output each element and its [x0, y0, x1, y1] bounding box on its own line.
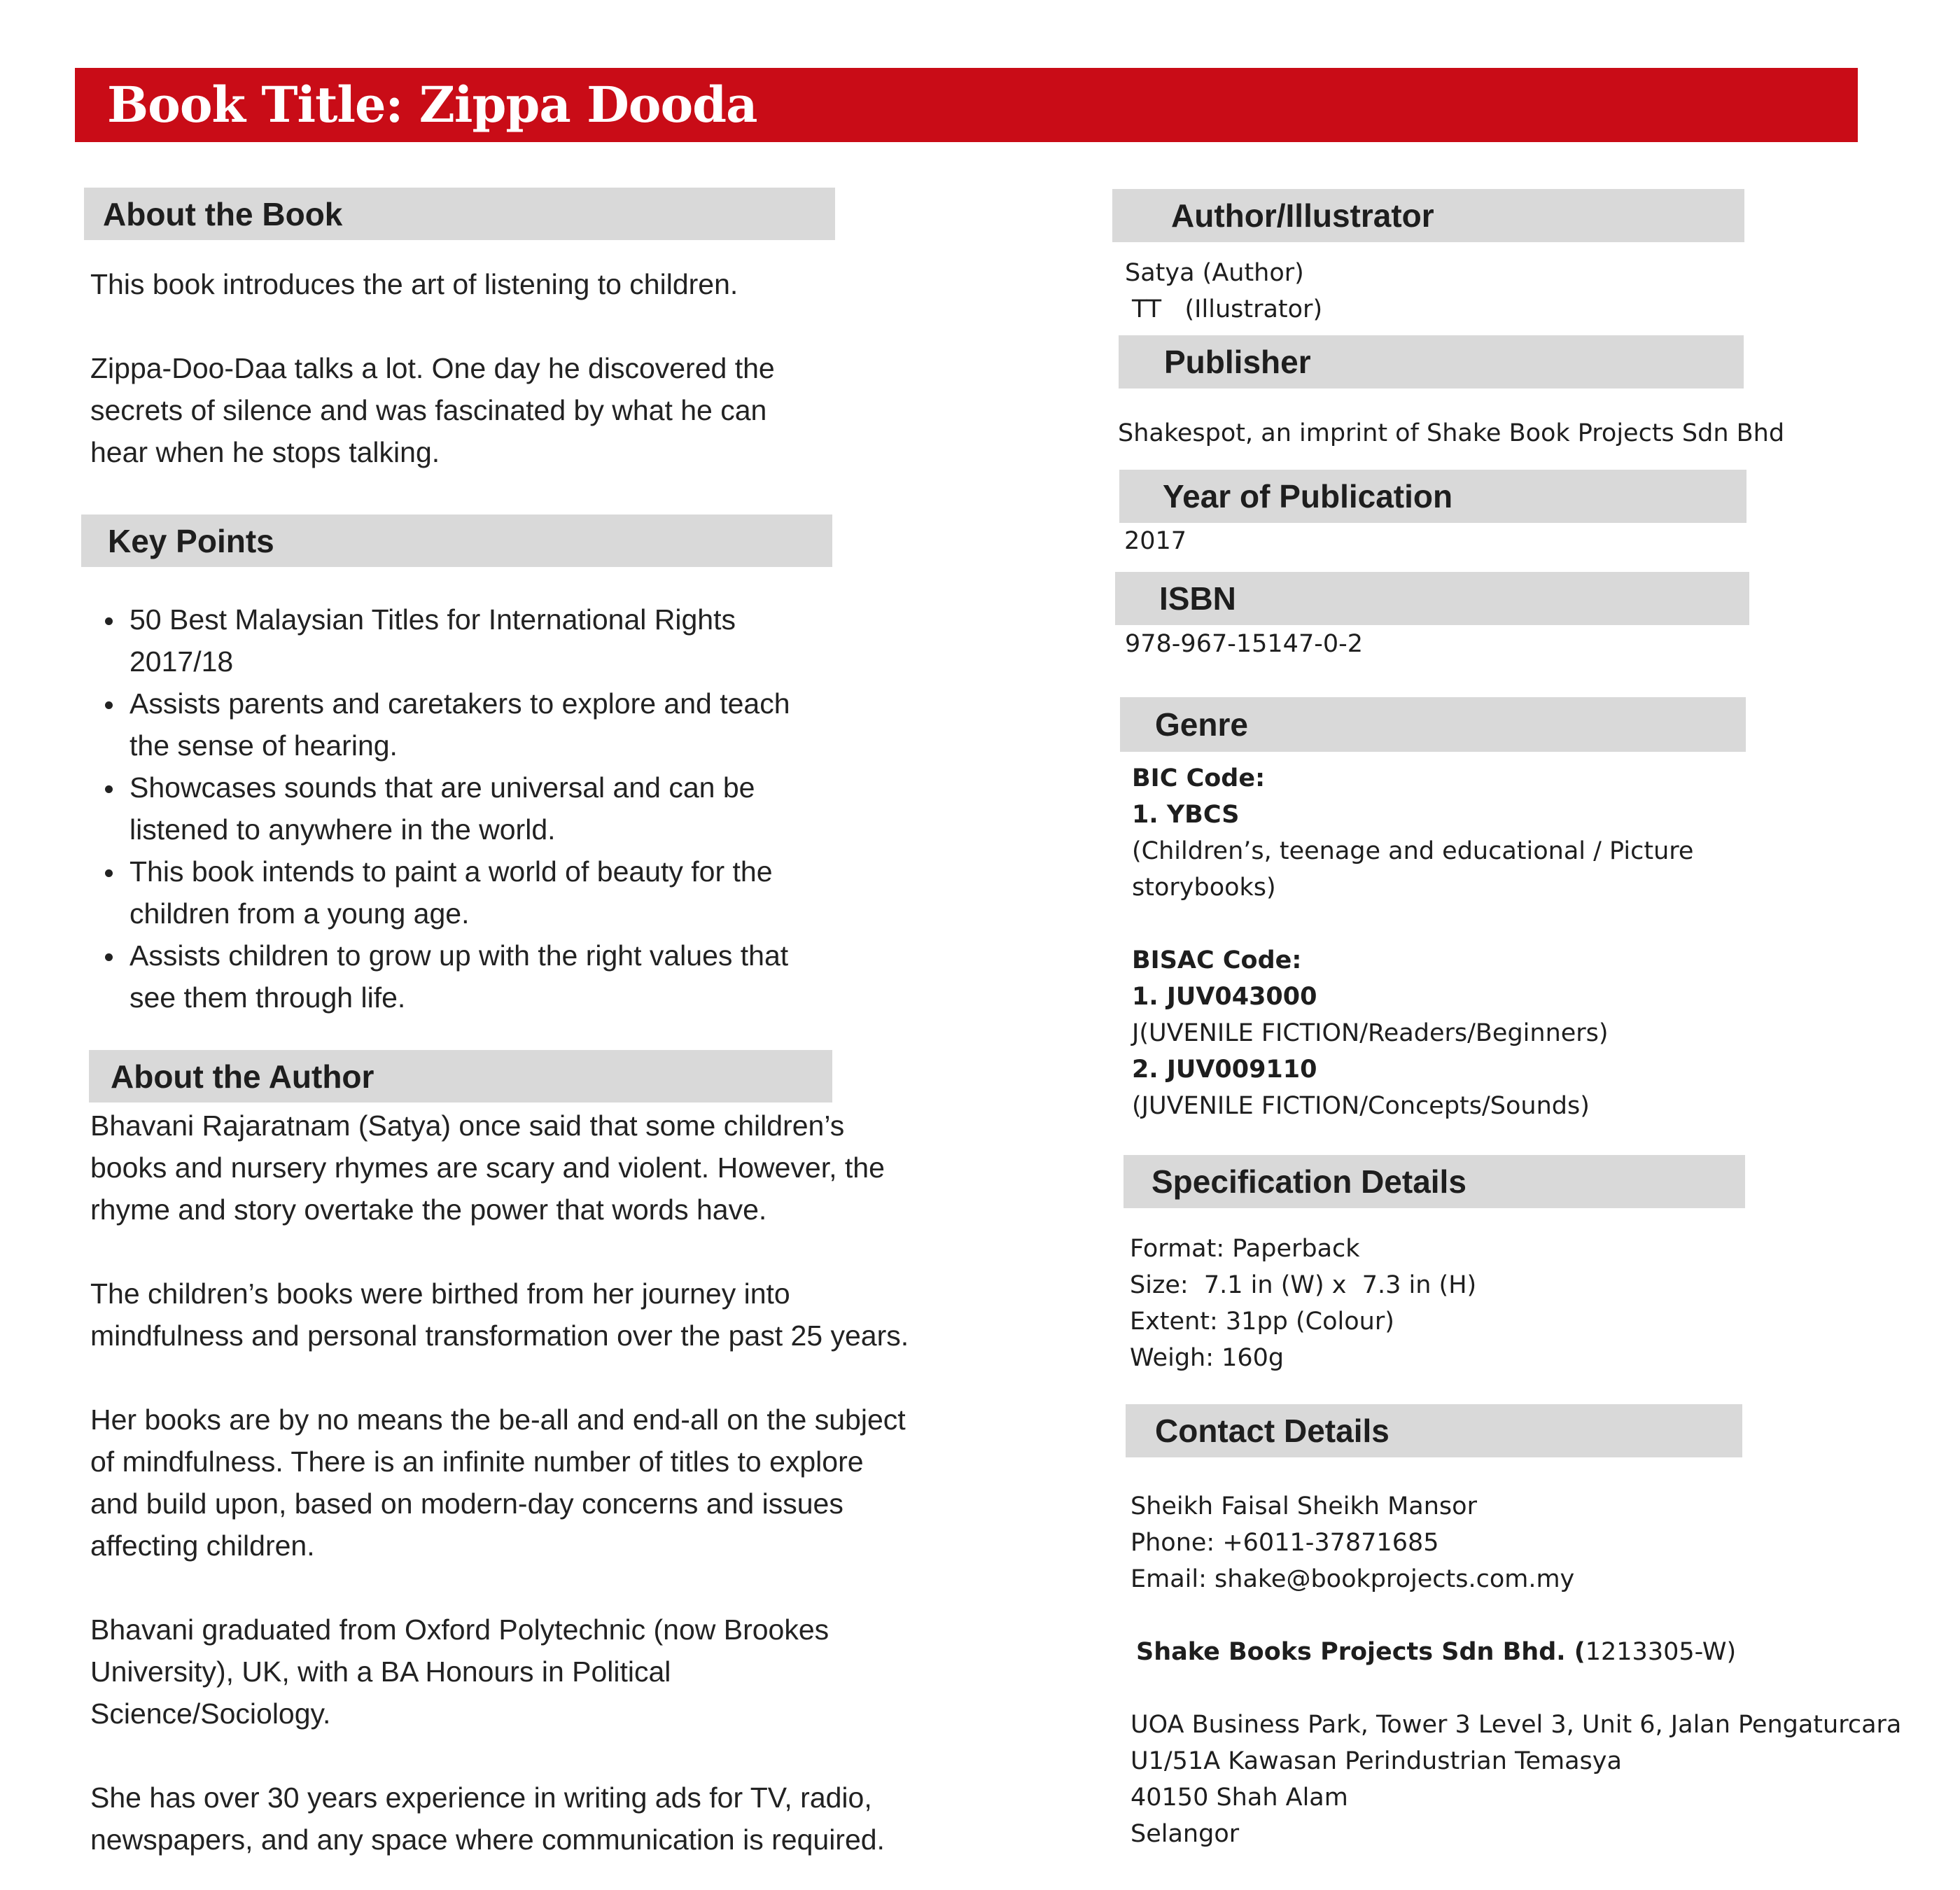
contact-info [1130, 1488, 1901, 1852]
title-banner [75, 68, 1858, 142]
genre-heading: Genre [1155, 706, 1248, 743]
address-line: U1/51A Kawasan Perindustrian Temasya [1130, 1747, 1622, 1775]
publisher-name: Shakespot, an imprint of Shake Book Projects Sdn Bhd [1118, 419, 1785, 447]
illustrator-name: TT (Illustrator) [1132, 295, 1323, 323]
about-author-heading: About the Author [111, 1058, 374, 1095]
author-bio-line: books and nursery rhymes are scary and violent. However, the [90, 1152, 885, 1184]
author-bio-line: affecting children. [90, 1530, 315, 1562]
genre-info [1132, 760, 1693, 1124]
author-illustrator-heading-bar [1112, 189, 1744, 242]
isbn-value: 978-967-15147-0-2 [1125, 630, 1364, 658]
bisac-description: J(UVENILE FICTION/Readers/Beginners) [1132, 1019, 1609, 1047]
author-bio-line: newspapers, and any space where communication is required. [90, 1823, 885, 1856]
about-book-text [90, 263, 979, 473]
spec-extent: Extent: 31pp (Colour) [1130, 1308, 1394, 1336]
list-item: 50 Best Malaysian Titles for International Rights 2017/18 [99, 598, 869, 682]
spec-format: Format: Paperback [1130, 1235, 1360, 1263]
about-book-heading: About the Book [103, 195, 343, 232]
author-illustrator-heading: Author/Illustrator [1171, 197, 1434, 234]
specification-info [1130, 1231, 1476, 1376]
author-bio-line: and build upon, based on modern-day concerns and issues [90, 1488, 844, 1520]
author-bio-line: of mindfulness. There is an infinite number of titles to explore [90, 1446, 864, 1478]
contact-heading-bar [1126, 1404, 1742, 1457]
address-line: 40150 Shah Alam [1130, 1784, 1348, 1812]
isbn-info [1125, 626, 1363, 662]
author-bio-line: Bhavani Rajaratnam (Satya) once said that some children’s [90, 1110, 845, 1142]
author-name: Satya (Author) [1125, 259, 1304, 287]
bisac-code: 2. JUV009110 [1132, 1056, 1317, 1084]
isbn-heading: ISBN [1159, 580, 1236, 617]
company-line [1130, 1634, 1901, 1670]
author-bio-line: Her books are by no means the be-all and end-all on the subject [90, 1404, 906, 1436]
key-points-heading: Key Points [108, 522, 274, 559]
author-bio-line: University), UK, with a BA Honours in Political [90, 1656, 671, 1688]
list-item: Assists children to grow up with the right values that see them through life. [99, 934, 869, 1018]
author-bio-line: She has over 30 years experience in writing ads for TV, radio, [90, 1782, 872, 1814]
bisac-description: (JUVENILE FICTION/Concepts/Sounds) [1132, 1092, 1590, 1120]
company-name: Shake Books Projects Sdn Bhd. ( [1136, 1638, 1586, 1666]
contact-heading: Contact Details [1155, 1413, 1390, 1449]
address-line: UOA Business Park, Tower 3 Level 3, Unit 6, Jalan Pengaturcara [1130, 1711, 1902, 1739]
about-author-heading-bar [89, 1050, 832, 1102]
about-book-paragraph-2-line: hear when he stops talking. [90, 436, 440, 468]
contact-name: Sheikh Faisal Sheikh Mansor [1130, 1492, 1477, 1520]
list-item: This book intends to paint a world of beauty for the children from a young age. [99, 850, 869, 934]
page-title: Book Title: Zippa Dooda [107, 76, 757, 134]
about-book-paragraph-2-line: Zippa-Doo-Daa talks a lot. One day he discovered the [90, 352, 775, 384]
bisac-code: 1. JUV043000 [1132, 983, 1317, 1011]
author-bio-line: Science/Sociology. [90, 1698, 331, 1730]
spec-weight: Weigh: 160g [1130, 1344, 1284, 1372]
author-bio-line: rhyme and story overtake the power that words have. [90, 1194, 767, 1226]
key-points-list [99, 598, 869, 1018]
spec-size: Size: 7.1 in (W) x 7.3 in (H) [1130, 1271, 1477, 1299]
year-heading: Year of Publication [1163, 478, 1453, 514]
year-value: 2017 [1124, 527, 1187, 555]
publisher-heading: Publisher [1164, 344, 1311, 380]
about-book-paragraph-2-line: secrets of silence and was fascinated by what he can [90, 394, 767, 426]
bic-description-line: storybooks) [1132, 874, 1276, 902]
isbn-heading-bar [1115, 572, 1749, 625]
address-line: Selangor [1130, 1820, 1240, 1848]
about-book-heading-bar [84, 188, 835, 240]
key-points-heading-bar [81, 514, 832, 567]
contact-phone: Phone: +6011-37871685 [1130, 1529, 1439, 1557]
genre-heading-bar [1120, 697, 1746, 752]
about-author-text [90, 1105, 979, 1861]
publisher-heading-bar [1119, 335, 1744, 388]
year-info [1124, 523, 1186, 559]
about-book-paragraph-1: This book introduces the art of listening to children. [90, 268, 738, 300]
contact-email: Email: shake@bookprojects.com.my [1130, 1565, 1575, 1593]
bic-code: 1. YBCS [1132, 801, 1240, 829]
company-registration: 1213305-W) [1585, 1638, 1737, 1666]
bic-label: BIC Code: [1132, 764, 1266, 792]
specification-heading: Specification Details [1152, 1163, 1466, 1200]
bisac-label: BISAC Code: [1132, 946, 1302, 974]
list-item: Showcases sounds that are universal and can be listened to anywhere in the world. [99, 766, 869, 850]
specification-heading-bar [1124, 1155, 1745, 1208]
author-bio-line: mindfulness and personal transformation over the past 25 years. [90, 1320, 909, 1352]
bic-description-line: (Children’s, teenage and educational / Picture [1132, 837, 1694, 865]
year-heading-bar [1119, 470, 1746, 523]
author-bio-line: The children’s books were birthed from her journey into [90, 1278, 790, 1310]
author-bio-line: Bhavani graduated from Oxford Polytechnic (now Brookes [90, 1614, 830, 1646]
publisher-info [1118, 415, 1784, 451]
list-item: Assists parents and caretakers to explore and teach the sense of hearing. [99, 682, 869, 766]
author-illustrator-info [1125, 255, 1322, 328]
